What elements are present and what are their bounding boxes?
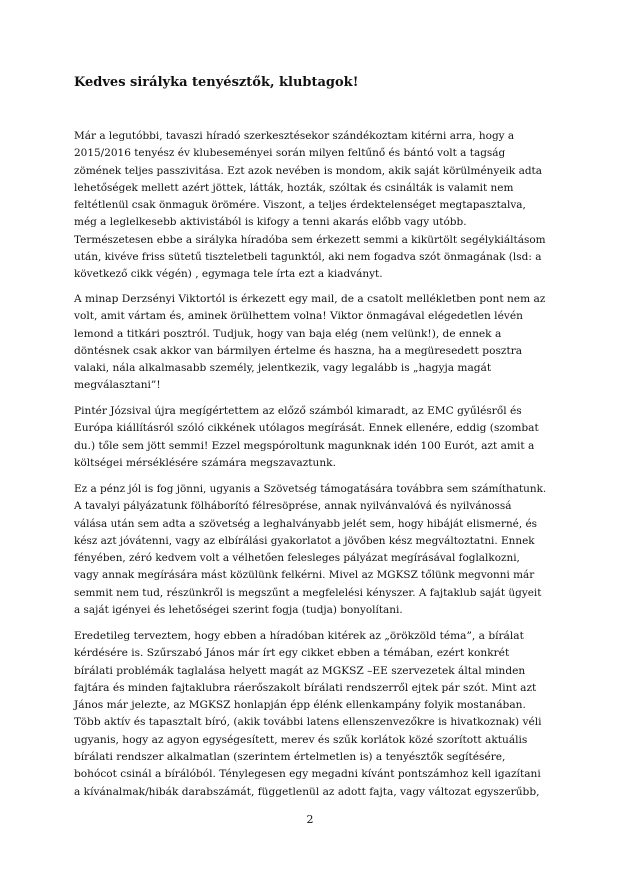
text-line: ugyanis, hogy az agyon egységesített, merev és szűk korlátok közé szorított aktuális (74, 733, 528, 746)
text-line: Több aktív és tapasztalt bíró, (akik további latens ellenszenvezőkre is hivatkoznak) véli (74, 716, 542, 729)
text-line: megválasztani”! (74, 379, 161, 392)
text-line: kész azt jóvátenni, vagy az elbírálási gyakorlatot a jövőben kész megváltoztatni. Ennek (74, 534, 535, 547)
paragraph-4 (74, 481, 553, 619)
text-line: Európa kiállításról szóló cikkének utólagos megírását. Ennek ellenére, eddig (szombat (74, 422, 539, 435)
text-line: lemond a titkári posztról. Tudjuk, hogy van baja elég (nem velünk!), de ennek a (74, 327, 502, 340)
text-line: költségei mérséklésére számára megszavaztunk. (74, 456, 336, 469)
text-line: válása után sem adta a szövetség a leghalványabb jelét sem, hogy hibáját elismerné, és (74, 517, 538, 530)
page-number: 2 (306, 813, 314, 826)
text-line: János már jelezte, az MGKSZ honlapján épp élénk ellenkampány folyik mostanában. (74, 699, 526, 712)
text-line: lehetőségek mellett azért jöttek, látták, hozták, szóltak és csinálták is valamit nem (74, 181, 514, 194)
text-line: semmit nem tud, részünkről is megszűnt a megfelelési kényszer. A fajtaklub saját ügyeit (74, 586, 542, 599)
text-line: A minap Derzsényi Viktortól is érkezett egy mail, de a csatolt mellékletben pont nem az (74, 293, 546, 305)
page-title: Kedves sirályka tenyésztők, klubtagok! (74, 75, 359, 90)
text-line: feltétlenül csak önmaguk örömére. Viszont, a teljes érdektelenséget megtapasztalva, (74, 199, 526, 212)
text-line: következő cikk végén) , egymaga tele írta ezt a kiadványt. (74, 268, 383, 281)
text-line: fényében, zéró kedvem volt a vélhetően felesleges pályázat megírásával foglalkozni, (74, 552, 520, 565)
text-line: 2015/2016 tenyész év klubeseményei során milyen feltűnő és bántó volt a tagság (74, 147, 506, 160)
text-line: bohócot csinál a bírálóból. Ténylegesen egy megadni kívánt pontszámhoz kell igazítani (74, 768, 541, 781)
paragraph-2 (74, 291, 545, 395)
text-line: a saját igényei és lehetőségei szerint fogja (tudja) bonyolítani. (74, 604, 403, 617)
paragraph-1 (74, 128, 551, 284)
paragraph-3 (74, 403, 539, 472)
text-line: fajtára és minden fajtaklubra ráerőszakolt bírálati rendszerről ejtek pár szót. Mint azt (74, 681, 537, 694)
text-line: döntésnek csak akkor van bármilyen értelme és haszna, ha a megüresedett posztra (74, 344, 523, 357)
text-line: A tavalyi pályázatunk fölháborító félresöprése, annak nyilvánvalóvá és nyilvánossá (74, 500, 512, 513)
text-line: Eredetileg terveztem, hogy ebben a híradóban kitérek az „örökzöld téma”, a bírálat (74, 630, 524, 642)
paragraph-5 (74, 628, 542, 801)
text-line: du.) tőle sem jött semmi! Ezzel megspóroltunk magunknak idén 100 Eurót, azt amit a (74, 439, 535, 452)
text-line: még a leglelkesebb aktivistából is kifogy a tenni akarás előbb vagy utóbb. (74, 216, 467, 229)
text-line: után, kivéve friss sütetű tiszteletbeli tagunktól, aki nem fogadva szót önmagának (lsd: a (74, 251, 542, 264)
text-line: Pintér Józsival újra megígértettem az előző számból kimaradt, az EMC gyűlésről és (74, 405, 522, 417)
text-line: valaki, nála alkalmasabb személy, jelentkezik, vagy legalább is „hagyja magát (74, 362, 492, 375)
text-line: Természetesen ebbe a sirályka híradóba sem érkezett semmi a kikürtölt segélykiáltásom (74, 233, 546, 246)
text-line: zömének teljes passzivitása. Ezt azok nevében is mondom, akik saját körülményeik adta (74, 164, 543, 177)
text-line: Már a legutóbbi, tavaszi híradó szerkesztésekor szándékoztam kitérni arra, hogy a (74, 130, 515, 142)
text-line: a kívánalmak/hibák darabszámát, függetlenül az adott fajta, vagy változat egyszerűbb, (74, 785, 540, 798)
text-line: kérdésére is. Szűrszabó János már írt egy cikket ebben a témában, ezért konkrét (74, 647, 510, 660)
text-line: bírálati rendszer alkalmatlan (szerintem értelmetlen is) a tenyésztők segítésére, (74, 751, 506, 764)
text-line: vagy annak megírására mást közülünk felkérni. Mivel az MGKSZ tőlünk megvonni már (74, 569, 535, 582)
text-line: bírálati problémák taglalása helyett magát az MGKSZ –EE szervezetek által minden (74, 664, 526, 677)
text-line: volt, amit vártam és, aminek örülhettem volna! Viktor önmagával elégedetlen lévén (74, 310, 523, 323)
text-line: Ez a pénz jól is fog jönni, ugyanis a Szövetség támogatására továbbra sem számíthatunk. (74, 483, 547, 495)
